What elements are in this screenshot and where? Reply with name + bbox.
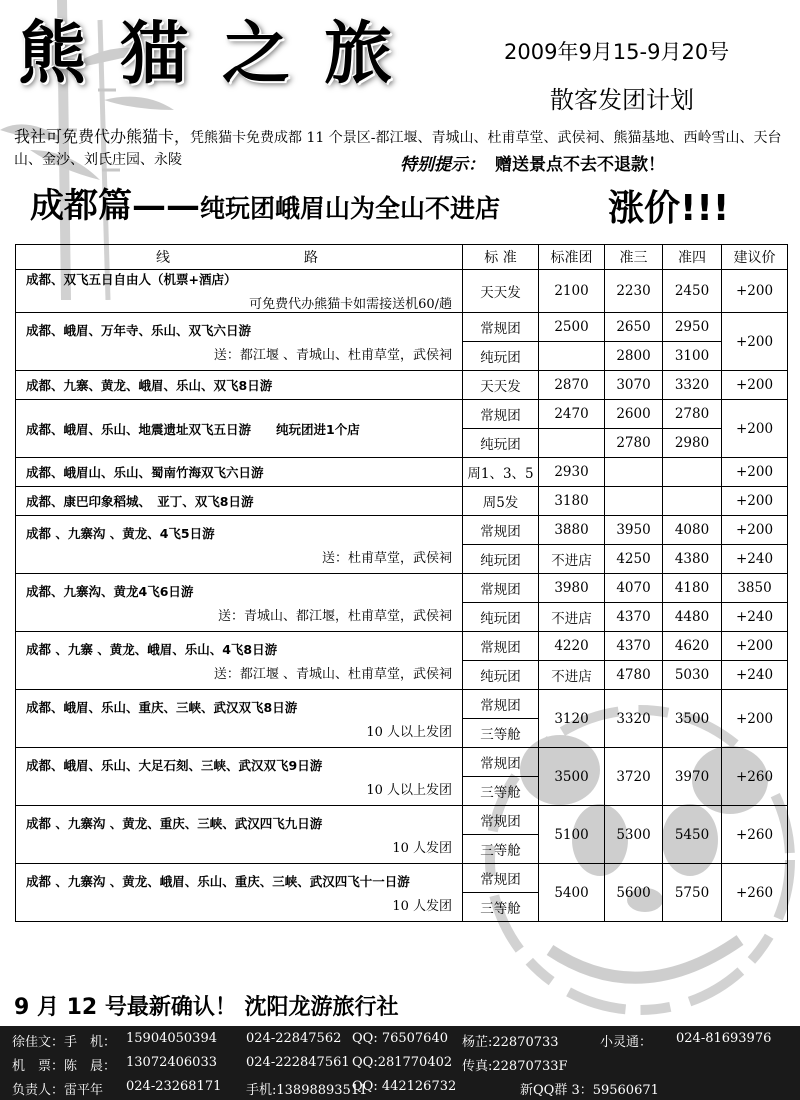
route-cell	[16, 313, 463, 371]
grade-cell: 常规团	[463, 690, 539, 719]
route-cell	[16, 371, 463, 400]
standard-price-cell: 2870	[539, 371, 605, 400]
grade-cell: 纯玩团	[463, 661, 539, 690]
standard-price-cell: 不进店	[539, 603, 605, 632]
quasi4-price-cell: 3970	[663, 748, 722, 806]
quasi4-price-cell: 2450	[663, 270, 722, 313]
intro-lead: 我社可免费代办熊猫卡，	[14, 127, 191, 146]
suggested-price-cell: +200	[722, 270, 788, 313]
plan-label: 散客发团计划	[550, 86, 694, 114]
route-cell	[16, 516, 463, 574]
table-row	[16, 516, 788, 545]
quasi3-price-cell: 4780	[605, 661, 663, 690]
suggested-price-cell: +240	[722, 545, 788, 574]
confirmation-banner: 9 月 12 号最新确认！ 沈阳龙游旅行社	[14, 995, 399, 1020]
grade-cell: 常规团	[463, 806, 539, 835]
price-rise-badge: 涨价!!!	[608, 188, 730, 229]
suggested-price-cell: 3850	[722, 574, 788, 603]
quasi3-price-cell: 2650	[605, 313, 663, 342]
route-note: 送：青城山、都江堰，杜甫草堂，武侯祠	[217, 608, 452, 624]
suggested-price-cell: +200	[722, 487, 788, 516]
grade-cell: 周5发	[463, 487, 539, 516]
footer-qq: QQ: 76507640	[352, 1031, 448, 1046]
grade-cell: 纯玩团	[463, 429, 539, 458]
footer-phone: 13072406033	[126, 1055, 217, 1070]
header-grade: 标 准	[463, 245, 539, 270]
route-note: 可免费代办熊猫卡如需接送机60/趟	[249, 297, 452, 312]
section-headline	[30, 178, 500, 227]
standard-price-cell: 5100	[539, 806, 605, 864]
grade-cell: 常规团	[463, 313, 539, 342]
footer-phone: 024-81693976	[676, 1031, 772, 1046]
quasi3-price-cell: 5600	[605, 864, 663, 922]
table-row	[16, 270, 788, 313]
contact-footer	[0, 1026, 800, 1100]
route-note: 送：都江堰 、青城山、杜甫草堂，武侯祠	[213, 347, 452, 363]
route-name: 成都、峨眉、乐山、地震遗址双飞五日游 纯玩团进1个店	[26, 421, 360, 437]
grade-cell: 常规团	[463, 748, 539, 777]
tour-price-table	[15, 244, 788, 922]
footer-phone: 杨芷:22870733	[462, 1035, 559, 1050]
standard-price-cell: 3980	[539, 574, 605, 603]
route-cell	[16, 806, 463, 864]
route-name: 成都 、九寨沟 、黄龙、峨眉、乐山、重庆、三峡、武汉四飞十一日游	[26, 873, 410, 889]
quasi3-price-cell: 5300	[605, 806, 663, 864]
footer-qq-group: 新QQ群 3：59560671	[520, 1083, 659, 1098]
header-suggested-price: 建议价	[722, 245, 788, 270]
standard-price-cell	[539, 429, 605, 458]
quasi3-price-cell: 3720	[605, 748, 663, 806]
route-cell	[16, 574, 463, 632]
route-name: 成都、峨眉、乐山、重庆、三峡、武汉双飞8日游	[26, 699, 298, 715]
table-row	[16, 574, 788, 603]
route-cell	[16, 690, 463, 748]
route-note: 送：杜甫草堂，武侯祠	[321, 550, 452, 566]
table-row	[16, 632, 788, 661]
footer-row	[0, 1076, 800, 1098]
grade-cell: 周1、3、5	[463, 458, 539, 487]
route-name: 成都 、九寨沟 、黄龙、4飞5日游	[26, 525, 215, 541]
suggested-price-cell: +240	[722, 661, 788, 690]
table-row	[16, 487, 788, 516]
route-name: 成都、峨眉、乐山、大足石刻、三峡、武汉双飞9日游	[26, 757, 323, 773]
quasi4-price-cell	[663, 458, 722, 487]
route-note: 10 人以上发团	[366, 782, 452, 798]
footer-label: 小灵通：	[600, 1035, 653, 1050]
notice-label: 特别提示：	[400, 155, 485, 175]
suggested-price-cell: +200	[722, 458, 788, 487]
standard-price-cell: 2930	[539, 458, 605, 487]
suggested-price-cell: +200	[722, 371, 788, 400]
grade-cell: 三等舱	[463, 719, 539, 748]
quasi4-price-cell: 3100	[663, 342, 722, 371]
quasi4-price-cell: 5450	[663, 806, 722, 864]
quasi4-price-cell: 3320	[663, 371, 722, 400]
quasi4-price-cell: 2980	[663, 429, 722, 458]
footer-row	[0, 1028, 800, 1050]
route-cell	[16, 270, 463, 313]
quasi4-price-cell	[663, 487, 722, 516]
quasi4-price-cell: 4080	[663, 516, 722, 545]
quasi3-price-cell: 4070	[605, 574, 663, 603]
route-cell	[16, 458, 463, 487]
standard-price-cell: 2100	[539, 270, 605, 313]
table-row	[16, 313, 788, 342]
standard-price-cell: 3880	[539, 516, 605, 545]
footer-phone: 15904050394	[126, 1031, 217, 1046]
quasi4-price-cell: 2780	[663, 400, 722, 429]
notice-text: 赠送景点不去不退款！	[495, 155, 665, 175]
standard-price-cell: 不进店	[539, 661, 605, 690]
quasi4-price-cell: 4620	[663, 632, 722, 661]
suggested-price-cell: +200	[722, 516, 788, 545]
route-note: 送：都江堰 、青城山、杜甫草堂，武侯祠	[213, 666, 452, 682]
grade-cell: 常规团	[463, 400, 539, 429]
route-cell	[16, 487, 463, 516]
standard-price-cell: 不进店	[539, 545, 605, 574]
standard-price-cell: 3180	[539, 487, 605, 516]
quasi4-price-cell: 4180	[663, 574, 722, 603]
table-header-row	[16, 245, 788, 270]
footer-mobile: 手机:13898893511	[246, 1083, 368, 1098]
quasi4-price-cell: 5030	[663, 661, 722, 690]
footer-phone: 024-222847561	[246, 1055, 350, 1070]
route-note: 10 人发团	[392, 898, 452, 914]
quasi4-price-cell: 3500	[663, 690, 722, 748]
table-row	[16, 748, 788, 777]
footer-contact-name: 负责人：雷平年	[12, 1083, 104, 1098]
route-note: 10 人以上发团	[366, 724, 452, 740]
standard-price-cell: 4220	[539, 632, 605, 661]
suggested-price-cell: +200	[722, 313, 788, 371]
quasi3-price-cell: 2780	[605, 429, 663, 458]
quasi3-price-cell: 2800	[605, 342, 663, 371]
footer-phone: 024-22847562	[246, 1031, 342, 1046]
footer-qq: QQ: 442126732	[352, 1079, 457, 1094]
grade-cell: 常规团	[463, 516, 539, 545]
header-standard: 标准团	[539, 245, 605, 270]
suggested-price-cell: +200	[722, 690, 788, 748]
route-name: 成都、康巴印象稻城、 亚丁、双飞8日游	[26, 494, 254, 509]
quasi3-price-cell: 2600	[605, 400, 663, 429]
route-cell	[16, 632, 463, 690]
footer-contact-name: 机 票：陈 晨：	[12, 1059, 117, 1074]
quasi3-price-cell: 3320	[605, 690, 663, 748]
special-notice	[400, 150, 665, 175]
table-row	[16, 690, 788, 719]
route-name: 成都、双飞五日自由人（机票+酒店）	[26, 272, 237, 287]
standard-price-cell: 3500	[539, 748, 605, 806]
grade-cell: 常规团	[463, 574, 539, 603]
footer-row	[0, 1052, 800, 1074]
headline-sub: 纯玩团峨眉山为全山不进店	[200, 194, 501, 223]
quasi3-price-cell: 2230	[605, 270, 663, 313]
standard-price-cell: 5400	[539, 864, 605, 922]
grade-cell: 常规团	[463, 632, 539, 661]
quasi4-price-cell: 4380	[663, 545, 722, 574]
route-name: 成都、九寨、黄龙、峨眉、乐山、双飞8日游	[26, 378, 273, 393]
suggested-price-cell: +200	[722, 632, 788, 661]
grade-cell: 纯玩团	[463, 342, 539, 371]
headline-main: 成都篇——	[30, 186, 200, 226]
quasi3-price-cell: 4370	[605, 632, 663, 661]
quasi4-price-cell: 5750	[663, 864, 722, 922]
suggested-price-cell: +200	[722, 400, 788, 458]
route-note: 10 人发团	[392, 840, 452, 856]
grade-cell: 三等舱	[463, 835, 539, 864]
intro-text: 凭熊猫卡免费成都 11 个景区-都江堰、青城山、杜甫草堂、武侯祠、熊猫基地、西岭雪山、天台山、金沙、刘氏庄园、永陵	[14, 130, 782, 168]
footer-fax: 传真:22870733F	[462, 1059, 568, 1074]
footer-contact-name: 徐佳文：手 机：	[12, 1035, 117, 1050]
table-row	[16, 806, 788, 835]
quasi3-price-cell: 4250	[605, 545, 663, 574]
table-row	[16, 371, 788, 400]
tour-date-range: 2009年9月15-9月20号	[504, 40, 730, 64]
suggested-price-cell: +260	[722, 748, 788, 806]
suggested-price-cell: +240	[722, 603, 788, 632]
table-row	[16, 864, 788, 893]
quasi3-price-cell: 4370	[605, 603, 663, 632]
quasi4-price-cell: 2950	[663, 313, 722, 342]
brand-title: 熊猫之旅	[18, 15, 427, 94]
suggested-price-cell: +260	[722, 806, 788, 864]
table-row	[16, 458, 788, 487]
grade-cell: 三等舱	[463, 893, 539, 922]
route-name: 成都 、九寨 、黄龙、峨眉、乐山、4飞8日游	[26, 641, 278, 657]
suggested-price-cell: +260	[722, 864, 788, 922]
standard-price-cell: 2500	[539, 313, 605, 342]
standard-price-cell: 3120	[539, 690, 605, 748]
route-name: 成都、峨眉山、乐山、蜀南竹海双飞六日游	[26, 465, 264, 480]
grade-cell: 天天发	[463, 270, 539, 313]
header-quasi-4: 准四	[663, 245, 722, 270]
table-row	[16, 400, 788, 429]
header-quasi-3: 准三	[605, 245, 663, 270]
route-cell	[16, 864, 463, 922]
quasi4-price-cell: 4480	[663, 603, 722, 632]
route-cell	[16, 748, 463, 806]
quasi3-price-cell: 3950	[605, 516, 663, 545]
route-name: 成都、九寨沟、黄龙4飞6日游	[26, 583, 194, 599]
footer-phone: 024-23268171	[126, 1079, 222, 1094]
footer-qq: QQ:281770402	[352, 1055, 453, 1070]
route-name: 成都 、九寨沟 、黄龙、重庆、三峡、武汉四飞九日游	[26, 815, 323, 831]
quasi3-price-cell: 3070	[605, 371, 663, 400]
header-route: 线 路	[16, 245, 463, 270]
quasi3-price-cell	[605, 487, 663, 516]
grade-cell: 天天发	[463, 371, 539, 400]
grade-cell: 纯玩团	[463, 545, 539, 574]
grade-cell: 常规团	[463, 864, 539, 893]
grade-cell: 纯玩团	[463, 603, 539, 632]
standard-price-cell	[539, 342, 605, 371]
grade-cell: 三等舱	[463, 777, 539, 806]
route-cell	[16, 400, 463, 458]
standard-price-cell: 2470	[539, 400, 605, 429]
route-name: 成都、峨眉、万年寺、乐山、双飞六日游	[26, 322, 252, 338]
quasi3-price-cell	[605, 458, 663, 487]
